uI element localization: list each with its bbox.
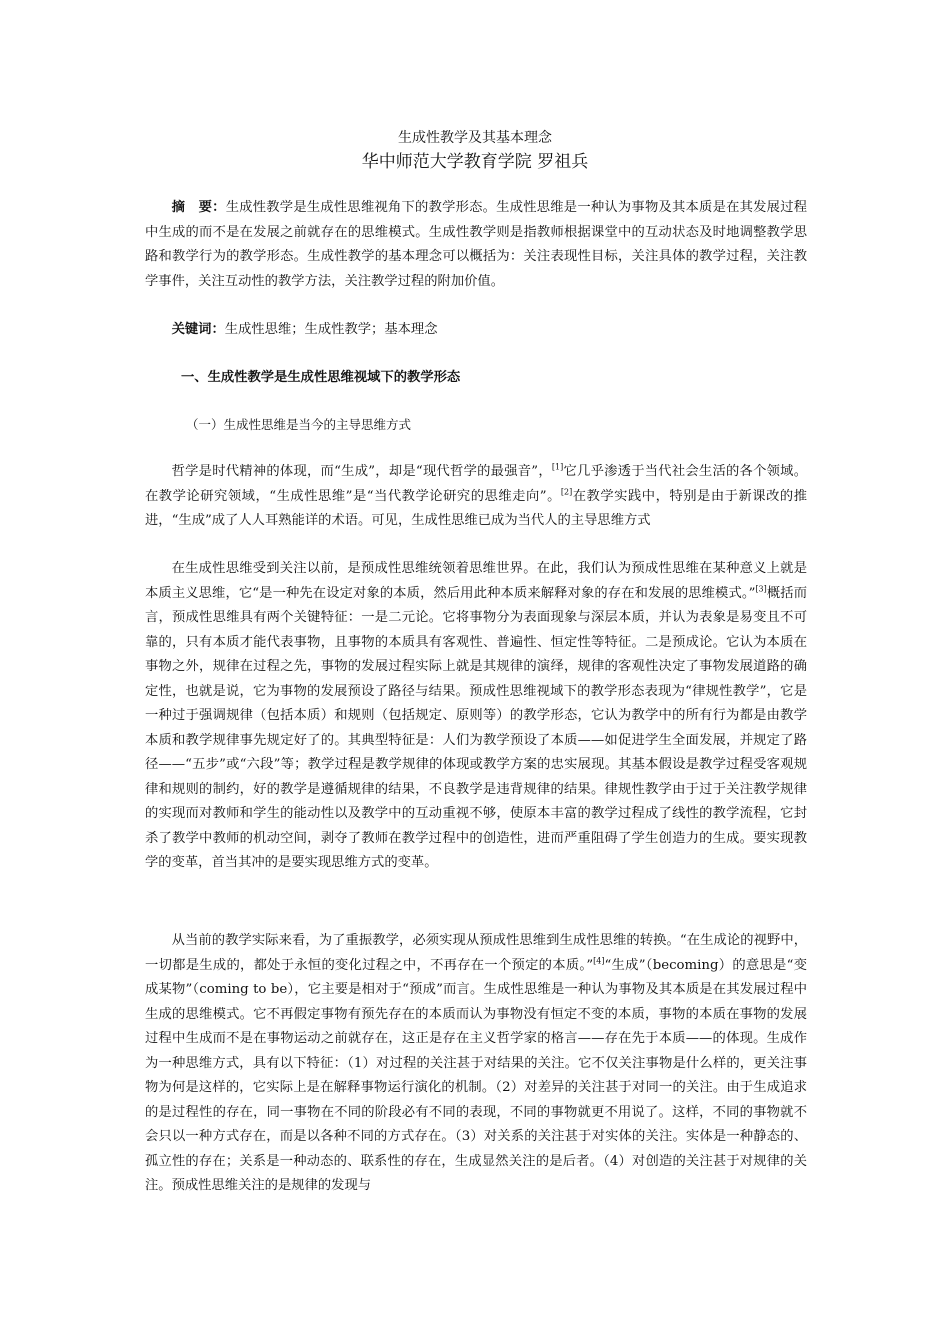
citation-ref-1: [1] (551, 462, 564, 472)
section-heading: 一、生成性教学是生成性思维视域下的教学形态 (181, 370, 461, 385)
abstract-paragraph (145, 196, 807, 294)
body-paragraph-1 (145, 460, 807, 534)
keywords-label: 关键词： (171, 322, 225, 337)
abstract-label: 摘 要： (171, 200, 226, 215)
body-paragraph-2 (145, 557, 807, 876)
keywords-text: 生成性思维；生成性教学；基本理念 (224, 322, 438, 337)
body-paragraph-3 (145, 929, 807, 1199)
paragraph-text: 概括而言，预成性思维具有两个关键特征：一是二元论。它将事物分为表面现象与深层本质，并认为表象是易变且不可靠的，只有本质才能代表事物，且事物的本质具有客观性、普遍性、恒定性等特征。二是预成论。它认为本质在事物之外，规律在过程之先，事物的发展过程实际上就是其规律的演绎，规律的客观性决定了事物发展道路的确定性，也就是说，它为事物的发展预设了路径与结果。预成性思维视域下的教学形态表现为“律规性教学”，它是一种过于强调规律（包括本质）和规则（包括规定、原则等）的教学形态，它认为教学中的所有行为都是由教学本质和教学规律事先规定好了的。其典型特征是：人们为教学预设了本质——如促进学生全面发展，并规定了路径——“五步”或“六段”等；教学过程是教学规律的体现或教学方案的忠实展现。其基本假设是教学过程受客观规律和规则的制约，好的教学是遵循规律的结果，不良教学是违背规律的结果。律规性教学由于过于关注教学规律的实现而对教师和学生的能动性以及教学中的互动重视不够，使原本丰富的教学过程成了线性的教学流程，它封杀了教学中教师的机动空间，剥夺了教师在教学过程中的创造性，进而严重阻碍了学生创造力的生成。要实现教学的变革，首当其冲的是要实现思维方式的变革。 (145, 585, 808, 870)
paragraph-text: 哲学是时代精神的体现，而“生成”，却是“现代哲学的最强音”， (171, 464, 552, 479)
keywords-paragraph (145, 318, 807, 343)
paragraph-text: 在生成性思维受到关注以前，是预成性思维统领着思维世界。在此，我们认为预成性思维在某种意义上就是本质主义思维，它“是一种先在设定对象的本质，然后用此种本质来解释对象的存在和发展的思维模式。” (145, 561, 807, 601)
abstract-text: 生成性教学是生成性思维视角下的教学形态。生成性思维是一种认为事物及其本质是在其发展过程中生成的而不是在发展之前就存在的思维模式。生成性教学则是指教师根据课堂中的互动状态及时地调整教学思路和教学行为的教学形态。生成性教学的基本理念可以概括为：关注表现性目标，关注具体的教学过程，关注教学事件，关注互动性的教学方法，关注教学过程的附加价值。 (145, 200, 808, 289)
citation-ref-2: [2] (560, 487, 573, 497)
citation-ref-4: [4] (593, 956, 605, 966)
author-line: 华中师范大学教育学院 罗祖兵 (361, 152, 589, 172)
paragraph-text: 它几乎渗透于当代社会生活的各个领域。在教学论研究领域，“生成性思维”是“当代教学论研究的思维走向”。 (145, 464, 808, 504)
citation-ref-3: [3] (755, 584, 767, 594)
subsection-heading: （一）生成性思维是当今的主导思维方式 (186, 417, 412, 432)
document-title: 生成性教学及其基本理念 (398, 130, 552, 146)
paragraph-text: 从当前的教学实际来看，为了重振教学，必须实现从预成性思维到生成性思维的转换。“在生成论的视野中，一切都是生成的，都处于永恒的变化过程之中，不再存在一个预定的本质。” (145, 933, 807, 973)
paragraph-text: “生成”（becoming）的意思是“变成某物”（coming to be），它主要是相对于“预成”而言。生成性思维是一种认为事物及其本质是在其发展过程中生成的思维模式。它不再假定事物有预先存在的本质而认为事物没有恒定不变的本质，事物的本质在事物的发展过程中生成而不是在事物运动之前就存在，这正是存在主义哲学家的格言——存在先于本质——的体现。生成作为一种思维方式，具有以下特征：（1）对过程的关注甚于对结果的关注。它不仅关注事物是什么样的，更关注事物为何是这样的，它实际上是在解释事物运行演化的机制。（2）对差异的关注甚于对同一的关注。由于生成追求的是过程性的存在，同一事物在不同的阶段必有不同的表现，不同的事物就更不用说了。这样，不同的事物就不会只以一种方式存在，而是以各种不同的方式存在。（3）对关系的关注甚于对实体的关注。实体是一种静态的、孤立性的存在；关系是一种动态的、联系性的存在，生成显然关注的是后者。（4）对创造的关注甚于对规律的关注。预成性思维关注的是规律的发现与 (145, 957, 807, 1193)
paragraph-text: 在教学实践中，特别是由于新课改的推进，“生成”成了人人耳熟能详的术语。可见，生成性思维已成为当代人的主导思维方式 (145, 488, 807, 528)
